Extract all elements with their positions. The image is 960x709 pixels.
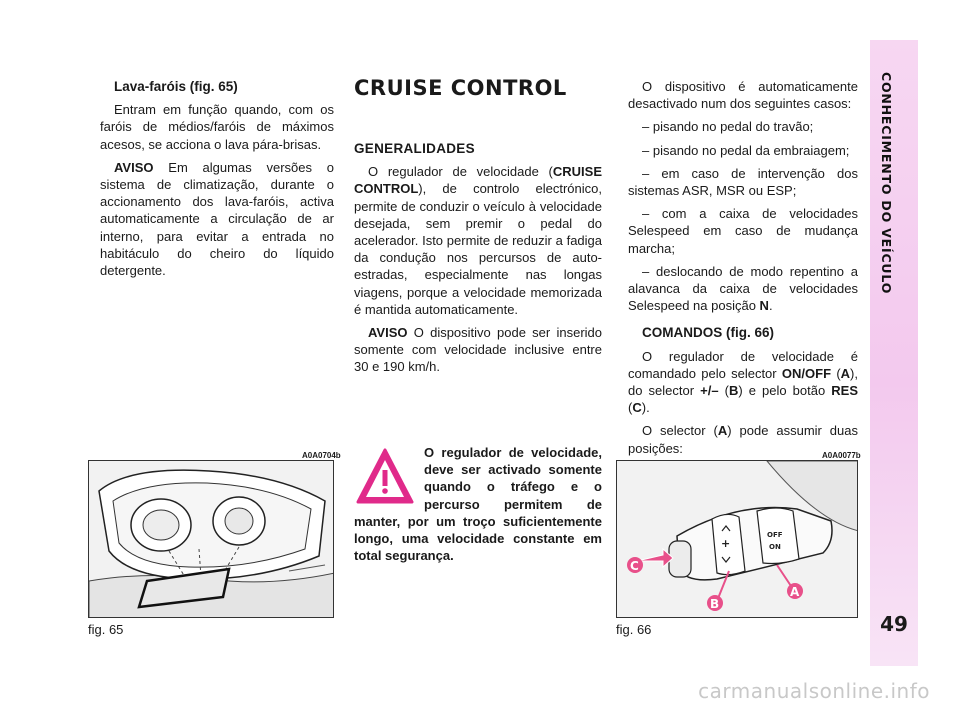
fig66-code: A0A0077b: [822, 451, 861, 460]
aviso-paragraph-2: [354, 324, 602, 376]
desactivation-item-2: – pisando no pedal da embraiagem;: [642, 142, 850, 158]
on-off-term: ON/OFF: [781, 365, 832, 381]
text-span: (: [628, 400, 633, 416]
text-span: ) pode assumir duas posições:: [628, 423, 858, 456]
aviso-text: Em algumas versões o sistema de climatização, durante o accionamento dos lava-faróis, activa automaticamente a circulação de ar interno, para evitar a entrada no habitáculo do cheiro do líquido detergente.: [100, 159, 334, 279]
fig65-image: [88, 460, 334, 618]
fig65-code: A0A0704b: [302, 451, 341, 460]
aviso-text-2: O dispositivo pode ser inserido somente com velocidade inclusive entre 30 e 190 km/h.: [354, 325, 602, 375]
text-span: (: [831, 365, 841, 381]
label-a: A: [840, 365, 851, 381]
headlamp-illustration: [89, 461, 334, 618]
switch-on-label: ON: [769, 543, 781, 551]
aviso-paragraph: [100, 159, 334, 279]
gear-position-n: N: [759, 298, 769, 314]
page-number: 49: [880, 612, 908, 636]
left-column: [100, 78, 334, 285]
text-span: ) e pelo botão: [738, 383, 832, 399]
generalidades-text: [354, 163, 602, 318]
marker-a-label: A: [790, 585, 800, 599]
sidebar-band: [870, 40, 918, 666]
comandos-heading: COMANDOS (fig. 66): [642, 325, 775, 341]
text-span: ), do selector: [628, 365, 858, 399]
aviso-label: AVISO: [114, 159, 154, 175]
switch-off-label: OFF: [767, 531, 783, 539]
middle-column: [354, 138, 602, 382]
text-span: (: [718, 383, 729, 399]
lava-farois-heading: Lava-faróis (fig. 65): [114, 79, 238, 94]
text-span: ).: [641, 400, 650, 416]
marker-b-label: B: [710, 597, 720, 611]
desactivation-item-5: [628, 263, 858, 315]
fig65-caption: fig. 65: [88, 622, 124, 637]
lava-farois-text: Entram em função quando, com os faróis de médios/faróis de máximos acesos, se acciona o lava pára-brisas.: [100, 102, 334, 152]
text-span: .: [768, 298, 773, 314]
desactivation-item-3: – em caso de intervenção dos sistemas ASR, MSR ou ESP;: [628, 165, 858, 199]
text-span: ), de controlo electrónico, permite de conduzir o veículo à velocidade desejada, sem premir o pedal do acelerador. Isto permite de reduzir a fadiga da condução nos percursos de auto-estradas, especialmente nas longas viagens, porque a velocidade memorizada é mantida automaticamente.: [354, 181, 602, 317]
label-a: A: [717, 423, 728, 439]
aviso-label-2: AVISO: [368, 325, 408, 341]
cruise-lever-illustration: [617, 461, 858, 618]
generalidades-heading: GENERALIDADES: [354, 141, 475, 156]
watermark: carmanualsonline.info: [698, 679, 930, 703]
fig66-caption: fig. 66: [616, 622, 652, 637]
desactivation-item-1: – pisando no pedal do travão;: [642, 119, 814, 135]
warning-text: O regulador de velocidade, deve ser activado somente quando o tráfego e o percurso permitem de manter, por um troço suficientemente longo, uma velocidade constante em total segurança.: [354, 445, 602, 564]
marker-c-label: C: [630, 559, 639, 573]
label-b: B: [728, 383, 739, 399]
text-span: – deslocando de modo repentino a alavanca da caixa de velocidades Selespeed na posição: [628, 263, 858, 314]
desactivation-intro: O dispositivo é automaticamente desactivado num dos seguintes casos:: [628, 79, 858, 112]
svg-text:+: +: [721, 537, 731, 550]
res-term: RES: [831, 383, 858, 399]
section-title: CONHECIMENTO DO VEÍCULO: [879, 72, 894, 295]
text-span: O regulador de velocidade é comandado pelo selector: [628, 348, 858, 381]
fig66-image: [616, 460, 858, 618]
right-column: [628, 78, 858, 503]
plus-minus-term: +/–: [700, 383, 719, 399]
desactivation-item-4: – com a caixa de velocidades Selespeed em caso de mudança marcha;: [628, 206, 858, 256]
label-c: C: [632, 400, 642, 416]
text-span: O regulador de velocidade (: [368, 164, 553, 180]
warning-block: [354, 444, 602, 564]
warning-triangle-icon: [354, 446, 416, 508]
cruise-control-title: CRUISE CONTROL: [354, 76, 567, 100]
cruise-control-term: CRUISE CONTROL: [354, 164, 602, 197]
text-span: O selector (: [642, 423, 718, 439]
comandos-text: [628, 348, 858, 417]
